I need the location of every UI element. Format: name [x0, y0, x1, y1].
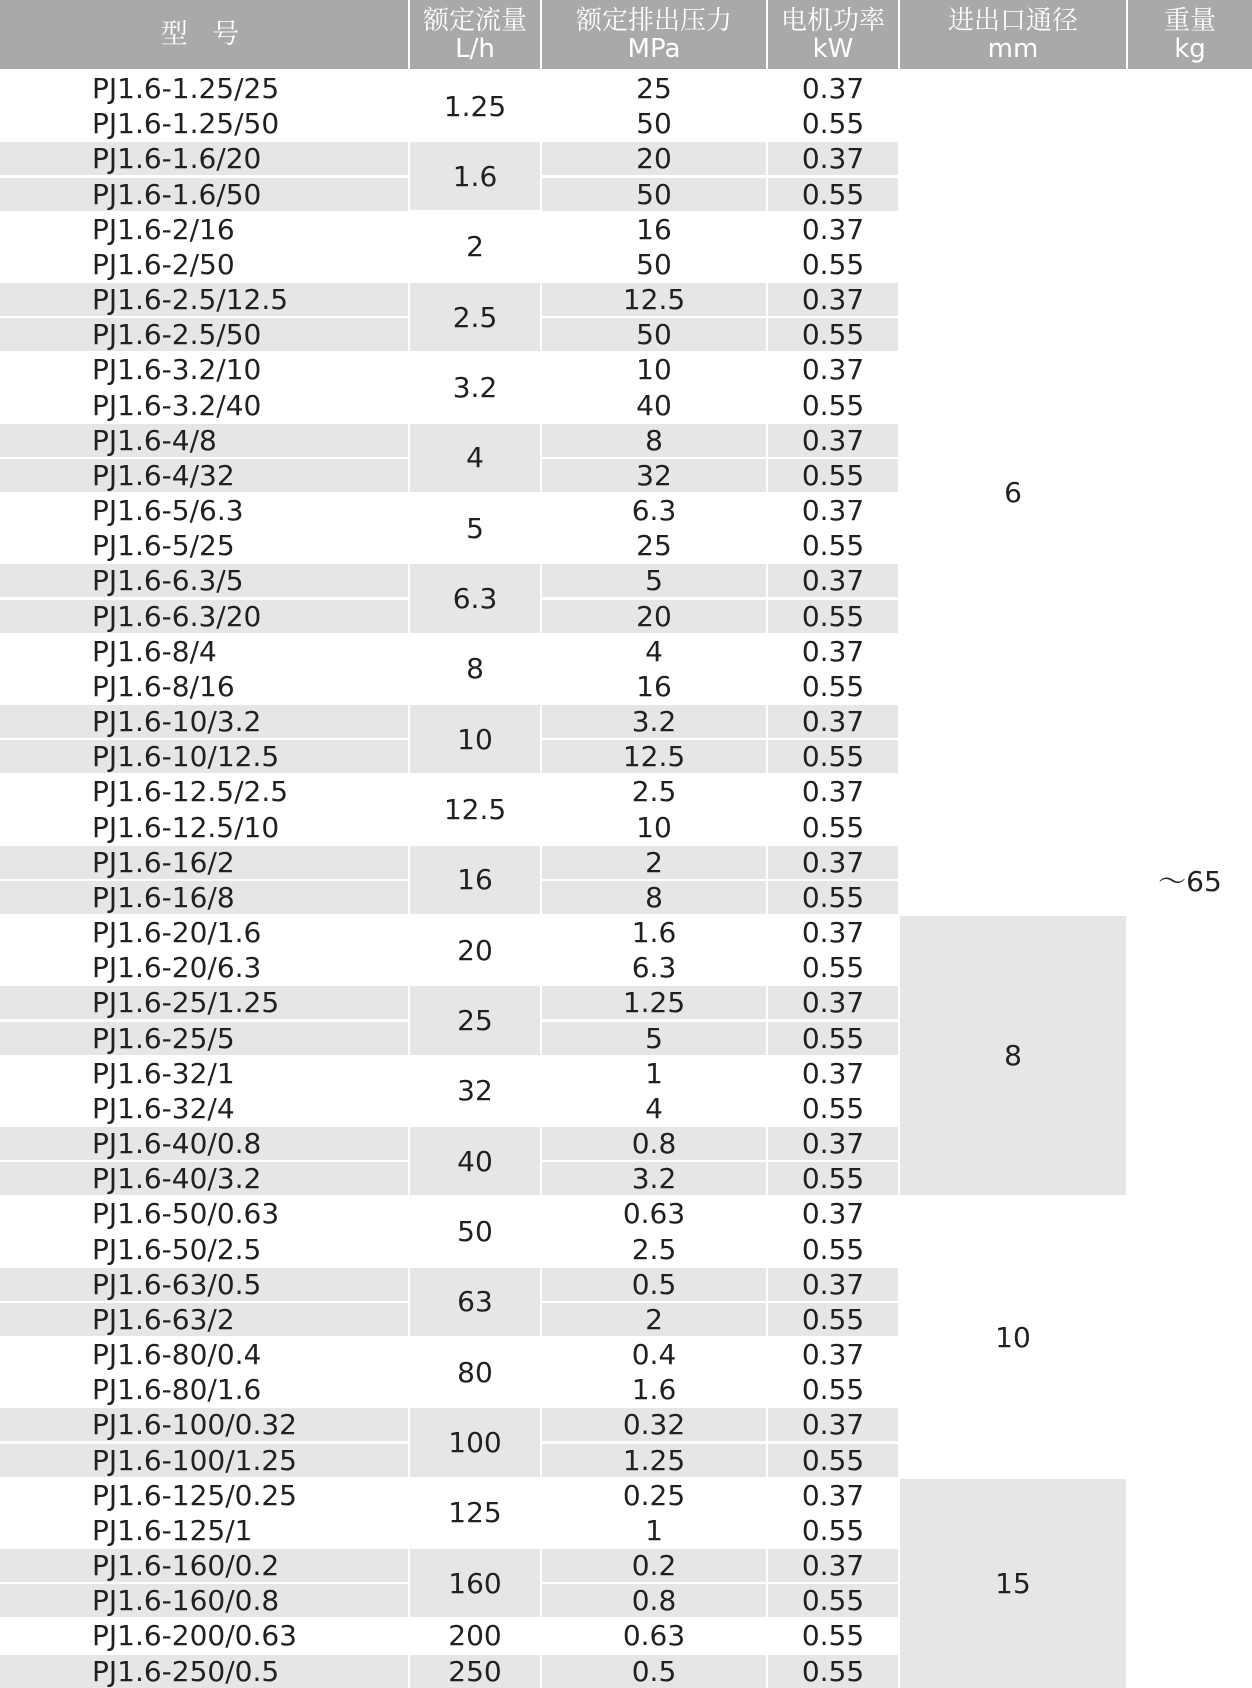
power-cell: 0.55: [801, 1232, 865, 1266]
flow-cell: 6.3: [410, 564, 540, 632]
port-cell: 6: [1004, 476, 1022, 510]
power-cell: 0.37: [768, 1549, 898, 1582]
power-cell: 0.55: [768, 459, 898, 492]
header-pressure-title: 额定排出压力: [575, 5, 732, 36]
model-cell: PJ1.6-10/3.2: [0, 705, 408, 738]
flow-cell: 16: [410, 846, 540, 914]
pressure-cell: 25: [636, 529, 672, 563]
pressure-cell: 2: [542, 1303, 766, 1336]
pressure-cell: 50: [636, 247, 672, 281]
power-cell: 0.37: [768, 846, 898, 879]
power-cell: 0.55: [768, 1022, 898, 1055]
power-cell: 0.37: [801, 1197, 865, 1231]
pressure-cell: 0.4: [631, 1338, 677, 1372]
power-cell: 0.55: [768, 1303, 898, 1336]
power-cell: 0.55: [801, 107, 865, 141]
model-cell: PJ1.6-100/0.32: [0, 1408, 408, 1441]
model-cell: PJ1.6-20/1.6: [92, 916, 262, 950]
power-cell: 0.55: [801, 1619, 865, 1653]
power-cell: 0.55: [801, 529, 865, 563]
power-cell: 0.37: [801, 916, 865, 950]
pressure-cell: 0.8: [542, 1127, 766, 1160]
model-cell: PJ1.6-2.5/50: [0, 318, 408, 351]
header-flow-title: 额定流量: [422, 5, 527, 36]
pressure-cell: 8: [542, 424, 766, 457]
model-cell: PJ1.6-2/16: [92, 212, 235, 246]
power-cell: 0.37: [768, 564, 898, 597]
power-cell: 0.55: [801, 1373, 865, 1407]
model-cell: PJ1.6-125/1: [92, 1513, 253, 1547]
header-weight-unit: kg: [1174, 33, 1206, 64]
header-model: [0, 0, 408, 69]
pressure-cell: 20: [542, 142, 766, 175]
power-cell: 0.37: [801, 212, 865, 246]
power-cell: 0.55: [801, 1513, 865, 1547]
model-cell: PJ1.6-63/0.5: [0, 1268, 408, 1301]
model-cell: PJ1.6-250/0.5: [0, 1655, 408, 1688]
model-cell: PJ1.6-8/4: [92, 634, 217, 668]
pressure-cell: 10: [636, 353, 672, 387]
model-cell: PJ1.6-3.2/40: [92, 388, 262, 422]
model-cell: PJ1.6-16/2: [0, 846, 408, 879]
pressure-cell: 8: [542, 881, 766, 914]
model-cell: PJ1.6-2/50: [92, 247, 235, 281]
power-cell: 0.37: [801, 1056, 865, 1090]
model-cell: PJ1.6-50/2.5: [92, 1232, 262, 1266]
model-cell: PJ1.6-4/32: [0, 459, 408, 492]
flow-cell: 40: [410, 1127, 540, 1195]
pressure-cell: 16: [636, 669, 672, 703]
pressure-cell: 1: [645, 1056, 663, 1090]
model-cell: PJ1.6-4/8: [0, 424, 408, 457]
power-cell: 0.37: [801, 72, 865, 105]
power-cell: 0.55: [801, 1091, 865, 1125]
pressure-cell: 3.2: [542, 1162, 766, 1195]
model-cell: PJ1.6-6.3/5: [0, 564, 408, 597]
power-cell: 0.55: [768, 881, 898, 914]
pressure-cell: 40: [636, 388, 672, 422]
pressure-cell: 50: [636, 107, 672, 141]
model-cell: PJ1.6-16/8: [0, 881, 408, 914]
power-cell: 0.55: [768, 1584, 898, 1617]
pressure-cell: 16: [636, 212, 672, 246]
flow-cell: 50: [457, 1215, 493, 1249]
pressure-cell: 0.25: [622, 1478, 686, 1512]
power-cell: 0.37: [768, 1408, 898, 1441]
pressure-cell: 0.5: [542, 1268, 766, 1301]
flow-cell: 8: [466, 652, 484, 686]
power-cell: 0.55: [768, 1655, 898, 1688]
power-cell: 0.55: [768, 318, 898, 351]
model-cell: PJ1.6-100/1.25: [0, 1444, 408, 1477]
power-cell: 0.55: [768, 1162, 898, 1195]
header-port-unit: mm: [987, 33, 1039, 64]
flow-cell: 100: [410, 1408, 540, 1476]
model-cell: PJ1.6-3.2/10: [92, 353, 262, 387]
flow-cell: 80: [457, 1355, 493, 1389]
flow-cell: 125: [448, 1496, 502, 1530]
port-cell: 8: [900, 916, 1126, 1195]
model-cell: PJ1.6-20/6.3: [92, 951, 262, 985]
port-cell: 15: [900, 1479, 1126, 1688]
pressure-cell: 6.3: [631, 494, 677, 528]
pressure-cell: 50: [542, 318, 766, 351]
flow-cell: 20: [457, 933, 493, 967]
power-cell: 0.55: [768, 178, 898, 211]
model-cell: PJ1.6-1.6/20: [0, 142, 408, 175]
power-cell: 0.37: [801, 634, 865, 668]
flow-cell: 5: [466, 511, 484, 545]
pressure-cell: 1.6: [631, 1373, 677, 1407]
header-pressure: [542, 0, 766, 69]
pressure-cell: 0.63: [622, 1197, 686, 1231]
model-cell: PJ1.6-25/5: [0, 1022, 408, 1055]
power-cell: 0.37: [768, 424, 898, 457]
pressure-cell: 4: [645, 1091, 663, 1125]
header-weight: [1128, 0, 1252, 69]
model-cell: PJ1.6-80/0.4: [92, 1338, 262, 1372]
header-pressure-unit: MPa: [627, 33, 681, 64]
flow-cell: 32: [457, 1074, 493, 1108]
power-cell: 0.55: [801, 669, 865, 703]
pressure-cell: 12.5: [542, 283, 766, 316]
header-flow: [410, 0, 540, 69]
flow-cell: 1.25: [443, 89, 507, 123]
pressure-cell: 1.6: [631, 916, 677, 950]
model-cell: PJ1.6-160/0.8: [0, 1584, 408, 1617]
pressure-cell: 4: [645, 634, 663, 668]
flow-cell: 12.5: [443, 792, 507, 826]
model-cell: PJ1.6-12.5/2.5: [92, 775, 289, 809]
header-port-title: 进出口通径: [947, 5, 1078, 36]
weight-cell: ～65: [1158, 864, 1222, 898]
pressure-cell: 0.8: [542, 1584, 766, 1617]
header-flow-unit: L/h: [455, 33, 495, 64]
power-cell: 0.37: [801, 1338, 865, 1372]
model-cell: PJ1.6-1.25/50: [92, 107, 280, 141]
model-cell: PJ1.6-10/12.5: [0, 740, 408, 773]
pressure-cell: 2.5: [631, 775, 677, 809]
power-cell: 0.55: [801, 388, 865, 422]
power-cell: 0.37: [801, 353, 865, 387]
power-cell: 0.37: [801, 775, 865, 809]
pressure-cell: 12.5: [542, 740, 766, 773]
header-power-unit: kW: [812, 33, 854, 64]
pressure-cell: 10: [636, 810, 672, 844]
flow-cell: 160: [410, 1549, 540, 1617]
model-cell: PJ1.6-125/0.25: [92, 1478, 297, 1512]
flow-cell: 63: [410, 1268, 540, 1336]
pressure-cell: 1.25: [542, 986, 766, 1019]
power-cell: 0.37: [768, 1268, 898, 1301]
port-cell: 10: [995, 1320, 1031, 1354]
flow-cell: 4: [410, 424, 540, 492]
power-cell: 0.37: [768, 986, 898, 1019]
power-cell: 0.37: [768, 705, 898, 738]
power-cell: 0.55: [801, 810, 865, 844]
power-cell: 0.55: [801, 247, 865, 281]
flow-cell: 250: [410, 1655, 540, 1688]
model-cell: PJ1.6-32/4: [92, 1091, 235, 1125]
model-cell: PJ1.6-1.25/25: [92, 72, 280, 105]
flow-cell: 2: [466, 230, 484, 264]
pressure-cell: 0.63: [622, 1619, 686, 1653]
flow-cell: 25: [410, 986, 540, 1054]
flow-cell: 1.6: [410, 142, 540, 210]
pressure-cell: 2.5: [631, 1232, 677, 1266]
power-cell: 0.37: [768, 1127, 898, 1160]
pressure-cell: 0.32: [542, 1408, 766, 1441]
header-model-title: 型 号: [160, 18, 248, 50]
model-cell: PJ1.6-2.5/12.5: [0, 283, 408, 316]
power-cell: 0.37: [768, 283, 898, 316]
model-cell: PJ1.6-160/0.2: [0, 1549, 408, 1582]
pressure-cell: 50: [542, 178, 766, 211]
pressure-cell: 3.2: [542, 705, 766, 738]
model-cell: PJ1.6-63/2: [0, 1303, 408, 1336]
header-port: [900, 0, 1126, 69]
model-cell: PJ1.6-5/25: [92, 529, 235, 563]
power-cell: 0.55: [801, 951, 865, 985]
pressure-cell: 25: [636, 72, 672, 105]
power-cell: 0.55: [768, 1444, 898, 1477]
model-cell: PJ1.6-40/3.2: [0, 1162, 408, 1195]
flow-cell: 2.5: [410, 283, 540, 351]
model-cell: PJ1.6-25/1.25: [0, 986, 408, 1019]
flow-cell: 10: [410, 705, 540, 773]
power-cell: 0.37: [801, 1478, 865, 1512]
model-cell: PJ1.6-32/1: [92, 1056, 235, 1090]
power-cell: 0.55: [768, 740, 898, 773]
pressure-cell: 0.5: [542, 1655, 766, 1688]
model-cell: PJ1.6-5/6.3: [92, 494, 244, 528]
model-cell: PJ1.6-50/0.63: [92, 1197, 280, 1231]
pressure-cell: 20: [542, 600, 766, 633]
model-cell: PJ1.6-8/16: [92, 669, 235, 703]
flow-cell: 3.2: [452, 370, 498, 404]
pressure-cell: 2: [542, 846, 766, 879]
pressure-cell: 1: [645, 1513, 663, 1547]
pressure-cell: 0.2: [542, 1549, 766, 1582]
power-cell: 0.37: [768, 142, 898, 175]
model-cell: PJ1.6-40/0.8: [0, 1127, 408, 1160]
pressure-cell: 5: [542, 1022, 766, 1055]
pressure-cell: 5: [542, 564, 766, 597]
pressure-cell: 6.3: [631, 951, 677, 985]
header-power: [768, 0, 898, 69]
model-cell: PJ1.6-12.5/10: [92, 810, 280, 844]
header-power-title: 电机功率: [780, 5, 885, 36]
model-cell: PJ1.6-1.6/50: [0, 178, 408, 211]
flow-cell: 200: [448, 1619, 502, 1653]
pressure-cell: 1.25: [542, 1444, 766, 1477]
model-cell: PJ1.6-6.3/20: [0, 600, 408, 633]
model-cell: PJ1.6-200/0.63: [92, 1619, 297, 1653]
power-cell: 0.55: [768, 600, 898, 633]
model-cell: PJ1.6-80/1.6: [92, 1373, 262, 1407]
header-weight-title: 重量: [1163, 5, 1216, 36]
power-cell: 0.37: [801, 494, 865, 528]
pressure-cell: 32: [542, 459, 766, 492]
